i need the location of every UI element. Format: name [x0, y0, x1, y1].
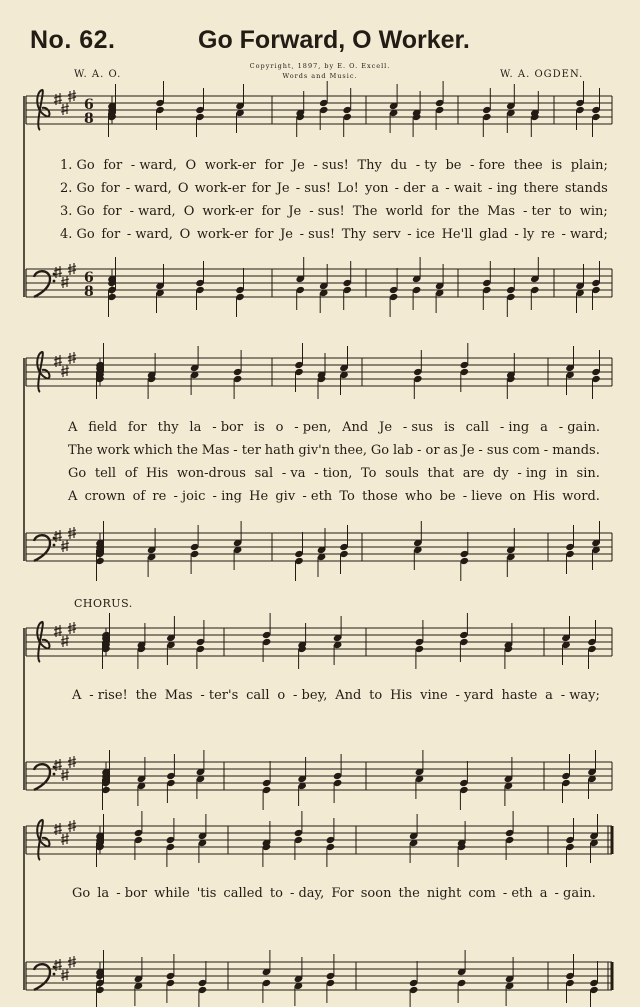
lyric-syllable: a: [545, 688, 553, 703]
lyric-syllable: the: [398, 886, 420, 901]
lyric-syllable: - ing: [212, 489, 242, 504]
lyric-syllable: - sus!: [295, 181, 332, 196]
lyric-syllable: be: [439, 489, 456, 504]
lyric-syllable: of: [124, 466, 138, 481]
lyric-syllable: - day,: [289, 886, 325, 901]
lyric-syllable: - sus: [478, 443, 509, 458]
lyric-syllable: lab: [392, 443, 414, 458]
lyric-syllable: - ward,: [130, 158, 177, 173]
lyric-syllable: for: [261, 204, 281, 219]
lyric-syllable: to: [369, 688, 383, 703]
lyric-syllable: His: [146, 466, 169, 481]
lyric-syllable: re: [540, 227, 555, 242]
lyric-syllable: call: [246, 688, 270, 703]
lyric-syllable: work-er: [196, 227, 248, 242]
verse-2-line-a: [60, 181, 608, 196]
chorus-line-2: [72, 886, 596, 901]
lyric-syllable: com: [468, 886, 496, 901]
lyric-syllable: - gain.: [554, 886, 596, 901]
lyric-syllable: And: [335, 688, 362, 703]
lyric-syllable: - gain.: [558, 420, 600, 435]
lyric-syllable: Mas: [164, 688, 193, 703]
lyric-syllable: plain;: [570, 158, 608, 173]
lyric-syllable: the: [176, 443, 198, 458]
lyric-syllable: sin.: [576, 466, 600, 481]
lyric-syllable: hath: [264, 443, 295, 458]
lyric-syllable: of: [132, 489, 146, 504]
lyric-syllable: - ward,: [126, 227, 173, 242]
lyric-syllable: in: [555, 466, 568, 481]
chorus-line-1: [72, 688, 600, 703]
chorus-label: CHORUS.: [74, 597, 133, 610]
time-signature-top: 6: [84, 270, 94, 286]
lyric-syllable: Je: [291, 158, 305, 173]
bass-clef-dot: [53, 773, 56, 776]
lyric-syllable: for: [431, 204, 450, 219]
lyric-syllable: glad: [479, 227, 508, 242]
lyric-syllable: - fore: [470, 158, 506, 173]
lyric-syllable: - ward;: [561, 227, 608, 242]
lyric-syllable: Lo!: [337, 181, 359, 196]
lyric-syllable: is: [551, 158, 563, 173]
lyric-syllable: be: [445, 158, 462, 173]
lyric-syllable: - ing: [499, 420, 530, 435]
lyric-syllable: while: [154, 886, 190, 901]
bass-clef: [34, 535, 50, 561]
lyric-syllable: haste: [501, 688, 538, 703]
lyric-syllable: A: [68, 489, 78, 504]
lyric-syllable: - ing: [517, 466, 547, 481]
lyric-syllable: which: [133, 443, 173, 458]
lyric-syllable: that: [427, 466, 455, 481]
lyric-syllable: - va: [281, 466, 306, 481]
lyric-syllable: won-drous: [176, 466, 246, 481]
lyric-syllable: - ter: [523, 204, 551, 219]
lyric-syllable: re: [152, 489, 167, 504]
lyric-syllable: du: [390, 158, 408, 173]
lyric-syllable: - or: [417, 443, 440, 458]
lyric-syllable: - mands.: [543, 443, 600, 458]
lyric-syllable: tell: [94, 466, 117, 481]
lyric-syllable: A: [72, 688, 82, 703]
copyright-subnotice: Words and Music.: [282, 72, 358, 80]
lyric-syllable: Go: [72, 886, 91, 901]
lyric-syllable: work-er: [202, 204, 254, 219]
lyric-syllable: soon: [360, 886, 392, 901]
lyric-syllable: - sus!: [299, 227, 336, 242]
bass-clef-dot: [53, 544, 56, 547]
bass-clef-dot: [53, 280, 56, 283]
lyric-syllable: - wait: [445, 181, 483, 196]
lyric-syllable: - der: [394, 181, 426, 196]
lyric-syllable: O: [185, 158, 197, 173]
lyric-syllable: the: [457, 204, 480, 219]
lyric-syllable: are: [462, 466, 485, 481]
lyric-syllable: Je: [276, 181, 290, 196]
lyric-syllable: for: [103, 158, 123, 173]
lyric-syllable: For: [331, 886, 354, 901]
lyric-syllable: - rise!: [89, 688, 128, 703]
lyric-syllable: - sus!: [313, 158, 349, 173]
composer-credit: W. A. OGDEN.: [500, 69, 584, 80]
lyric-syllable: Je: [379, 420, 393, 435]
lyric-syllable: Je: [461, 443, 475, 458]
lyric-syllable: giv: [275, 489, 296, 504]
lyric-syllable: To: [361, 466, 377, 481]
lyric-syllable: those: [362, 489, 398, 504]
bass-clef-dot: [53, 973, 56, 976]
sharp-sign: [61, 540, 69, 552]
verse-3-line-a: [60, 204, 608, 219]
verse-1-line-b: [68, 420, 600, 435]
lyric-syllable: Mas: [201, 443, 230, 458]
lyric-syllable: - joic: [173, 489, 206, 504]
lyric-syllable: for: [254, 227, 274, 242]
lyric-syllable: work-er: [204, 158, 256, 173]
lyric-syllable: - pen,: [294, 420, 332, 435]
verse-3-line-b: [68, 466, 600, 481]
sharp-sign: [61, 276, 69, 288]
verse-1-line-a: [60, 158, 608, 173]
sharp-sign: [61, 969, 69, 981]
lyric-syllable: - ward,: [125, 181, 172, 196]
lyric-syllable: a: [431, 181, 440, 196]
lyric-syllable: vine: [420, 688, 448, 703]
lyric-syllable: word.: [562, 489, 600, 504]
lyric-syllable: Je: [280, 227, 293, 242]
lyric-syllable: A: [68, 420, 78, 435]
time-signature-bottom: 8: [84, 111, 94, 127]
lyric-syllable: - ward,: [129, 204, 176, 219]
lyric-syllable: - sus: [402, 420, 434, 435]
sharp-sign: [61, 833, 69, 845]
verse-4-line-b: [68, 489, 600, 504]
lyric-syllable: thee: [513, 158, 543, 173]
lyric-syllable: call: [465, 420, 489, 435]
lyric-syllable: for: [102, 204, 122, 219]
lyric-syllable: work-er: [194, 181, 246, 196]
bass-clef: [34, 271, 50, 297]
lyric-syllable: for: [251, 181, 271, 196]
lyric-syllable: 4. Go: [60, 227, 95, 242]
lyric-syllable: for: [127, 420, 147, 435]
lyric-syllable: a: [540, 420, 548, 435]
lyric-syllable: work: [96, 443, 130, 458]
lyric-syllable: night: [426, 886, 462, 901]
lyric-syllable: O: [177, 181, 189, 196]
lyric-syllable: - bor: [116, 886, 148, 901]
lyric-syllable: a: [539, 886, 548, 901]
lyric-syllable: Thy: [341, 227, 367, 242]
lyric-syllable: - yard: [455, 688, 494, 703]
lyric-syllable: there: [523, 181, 559, 196]
lyric-syllable: win;: [579, 204, 608, 219]
lyric-syllable: thee,: [333, 443, 368, 458]
lyric-syllable: serv: [372, 227, 401, 242]
lyric-syllable: - eth: [502, 886, 533, 901]
lyric-syllable: To: [339, 489, 355, 504]
lyric-syllable: la: [189, 420, 202, 435]
lyric-syllable: for: [100, 181, 120, 196]
lyric-syllable: O: [179, 227, 191, 242]
lyric-syllable: is: [443, 420, 455, 435]
lyric-syllable: crown: [84, 489, 126, 504]
lyric-syllable: 1. Go: [60, 158, 95, 173]
sharp-sign: [61, 635, 69, 647]
lyric-syllable: thy: [157, 420, 179, 435]
lyric-syllable: - bor: [212, 420, 244, 435]
hymn-number: No. 62.: [30, 26, 116, 54]
lyric-syllable: - ter's: [200, 688, 239, 703]
lyric-syllable: - ice: [407, 227, 435, 242]
lyric-syllable: - lieve: [462, 489, 503, 504]
lyric-syllable: to: [558, 204, 572, 219]
lyric-syllable: - bey,: [293, 688, 328, 703]
copyright-notice: Copyright, 1897, by E. O. Excell.: [249, 62, 391, 70]
lyric-syllable: Je: [288, 204, 302, 219]
lyric-syllable: o: [277, 688, 286, 703]
lyric-syllable: souls: [385, 466, 419, 481]
lyric-syllable: world: [385, 204, 424, 219]
lyric-syllable: - ly: [514, 227, 535, 242]
lyric-syllable: o: [275, 420, 284, 435]
bass-clef: [34, 764, 50, 790]
lyric-syllable: - tion,: [314, 466, 353, 481]
lyric-syllable: the: [135, 688, 157, 703]
lyric-syllable: called: [223, 886, 263, 901]
lyric-syllable: to: [269, 886, 283, 901]
lyric-syllable: He'll: [441, 227, 473, 242]
lyric-syllable: Go: [68, 466, 87, 481]
hymn-title: Go Forward, O Worker.: [198, 26, 470, 54]
lyric-syllable: - eth: [302, 489, 333, 504]
verse-2-line-b: [68, 443, 600, 458]
lyric-syllable: He: [249, 489, 269, 504]
lyricist-credit: W. A. O.: [74, 69, 122, 80]
lyric-syllable: - ing: [488, 181, 518, 196]
lyric-syllable: is: [253, 420, 265, 435]
lyric-syllable: Mas: [487, 204, 516, 219]
lyric-syllable: stands: [564, 181, 608, 196]
time-signature-bottom: 8: [84, 284, 94, 300]
lyric-syllable: for: [101, 227, 121, 242]
lyric-syllable: 'tis: [196, 886, 217, 901]
time-signature-top: 6: [84, 97, 94, 113]
lyric-syllable: for: [264, 158, 284, 173]
lyric-syllable: who: [405, 489, 433, 504]
lyric-syllable: The: [352, 204, 378, 219]
lyric-syllable: la: [97, 886, 110, 901]
lyric-syllable: field: [88, 420, 118, 435]
lyric-syllable: com: [512, 443, 540, 458]
lyric-syllable: as: [443, 443, 458, 458]
lyric-syllable: giv'n: [298, 443, 331, 458]
lyric-syllable: dy: [493, 466, 509, 481]
lyric-syllable: His: [390, 688, 413, 703]
lyric-syllable: Thy: [357, 158, 382, 173]
lyric-syllable: O: [183, 204, 195, 219]
bass-clef: [34, 964, 50, 990]
sharp-sign: [61, 365, 69, 377]
lyric-syllable: His: [532, 489, 556, 504]
verse-4-line-a: [60, 227, 608, 242]
sharp-sign: [61, 103, 69, 115]
lyric-syllable: - ter: [233, 443, 261, 458]
lyric-syllable: on: [509, 489, 526, 504]
lyric-syllable: The: [68, 443, 93, 458]
lyric-syllable: - ty: [415, 158, 437, 173]
lyric-syllable: 3. Go: [60, 204, 95, 219]
lyric-syllable: And: [342, 420, 369, 435]
lyric-syllable: Go: [370, 443, 390, 458]
lyric-syllable: sal: [254, 466, 274, 481]
sharp-sign: [61, 769, 69, 781]
lyric-syllable: - way;: [560, 688, 600, 703]
lyric-syllable: yon: [364, 181, 389, 196]
lyric-syllable: 2. Go: [60, 181, 95, 196]
lyric-syllable: - sus!: [309, 204, 345, 219]
